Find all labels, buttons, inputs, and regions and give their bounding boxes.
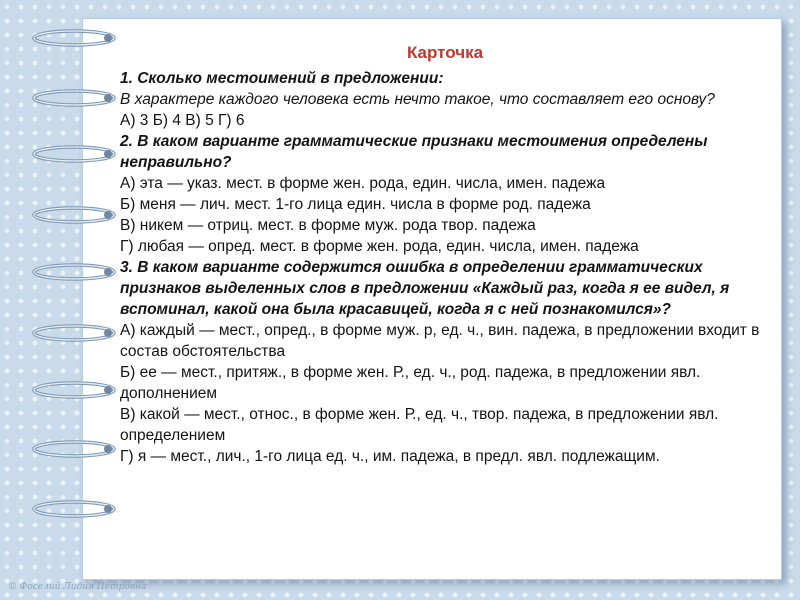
author-watermark: © Фоселий Лидия Петровна [8,582,147,592]
question-1-options: А) 3 Б) 4 В) 5 Г) 6 [120,112,245,129]
binding-ring-icon [32,381,116,399]
binding-ring-icon [32,440,116,458]
question-1: 1. Сколько местоимений в предложении: [120,70,444,87]
question-3-option-c: В) какой — мест., относ., в форме жен. Р., ед. ч., твор. падежа, в предложении явл. определением [120,406,719,444]
question-2-option-d: Г) любая — опред. мест. в форме жен. рода, един. числа, имен. падежа [120,238,639,255]
question-3: 3. В каком варианте содержится ошибка в определении грамматических признаков выделенных слов в предложении «Каждый раз, когда я ее видел, я вспоминал, какой она была красавицей, когда я с ней познакомился»? [120,259,730,318]
question-2-option-a: А) эта — указ. мест. в форме жен. рода, един. числа, имен. падежа [120,175,606,192]
binding-ring-icon [32,324,116,342]
binding-ring-icon [32,263,116,281]
card-content [120,40,770,467]
question-3-option-a: А) каждый — мест., опред., в форме муж. р, ед. ч., вин. падежа, в предложении входит в состав обстоятельства [120,322,760,360]
question-1-sentence: В характере каждого человека есть нечто такое, что составляет его основу? [120,91,715,108]
question-2-option-c: В) никем — отриц. мест. в форме муж. рода твор. падежа [120,217,536,234]
question-2: 2. В каком варианте грамматические признаки местоимения определены неправильно? [120,133,708,171]
binding-ring-icon [32,500,116,518]
question-3-option-d: Г) я — мест., лич., 1-го лица ед. ч., им. падежа, в предл. явл. подлежащим. [120,448,660,465]
binding-ring-icon [32,89,116,107]
binding-ring-icon [32,206,116,224]
binding-ring-icon [32,29,116,47]
question-2-option-b: Б) меня — лич. мест. 1-го лица един. числа в форме род. падежа [120,196,591,213]
binding-ring-icon [32,145,116,163]
question-3-option-b: Б) ее — мест., притяж., в форме жен. Р., ед. ч., род. падежа, в предложении явл. дополнением [120,364,701,402]
card-title: Карточка [406,43,484,62]
